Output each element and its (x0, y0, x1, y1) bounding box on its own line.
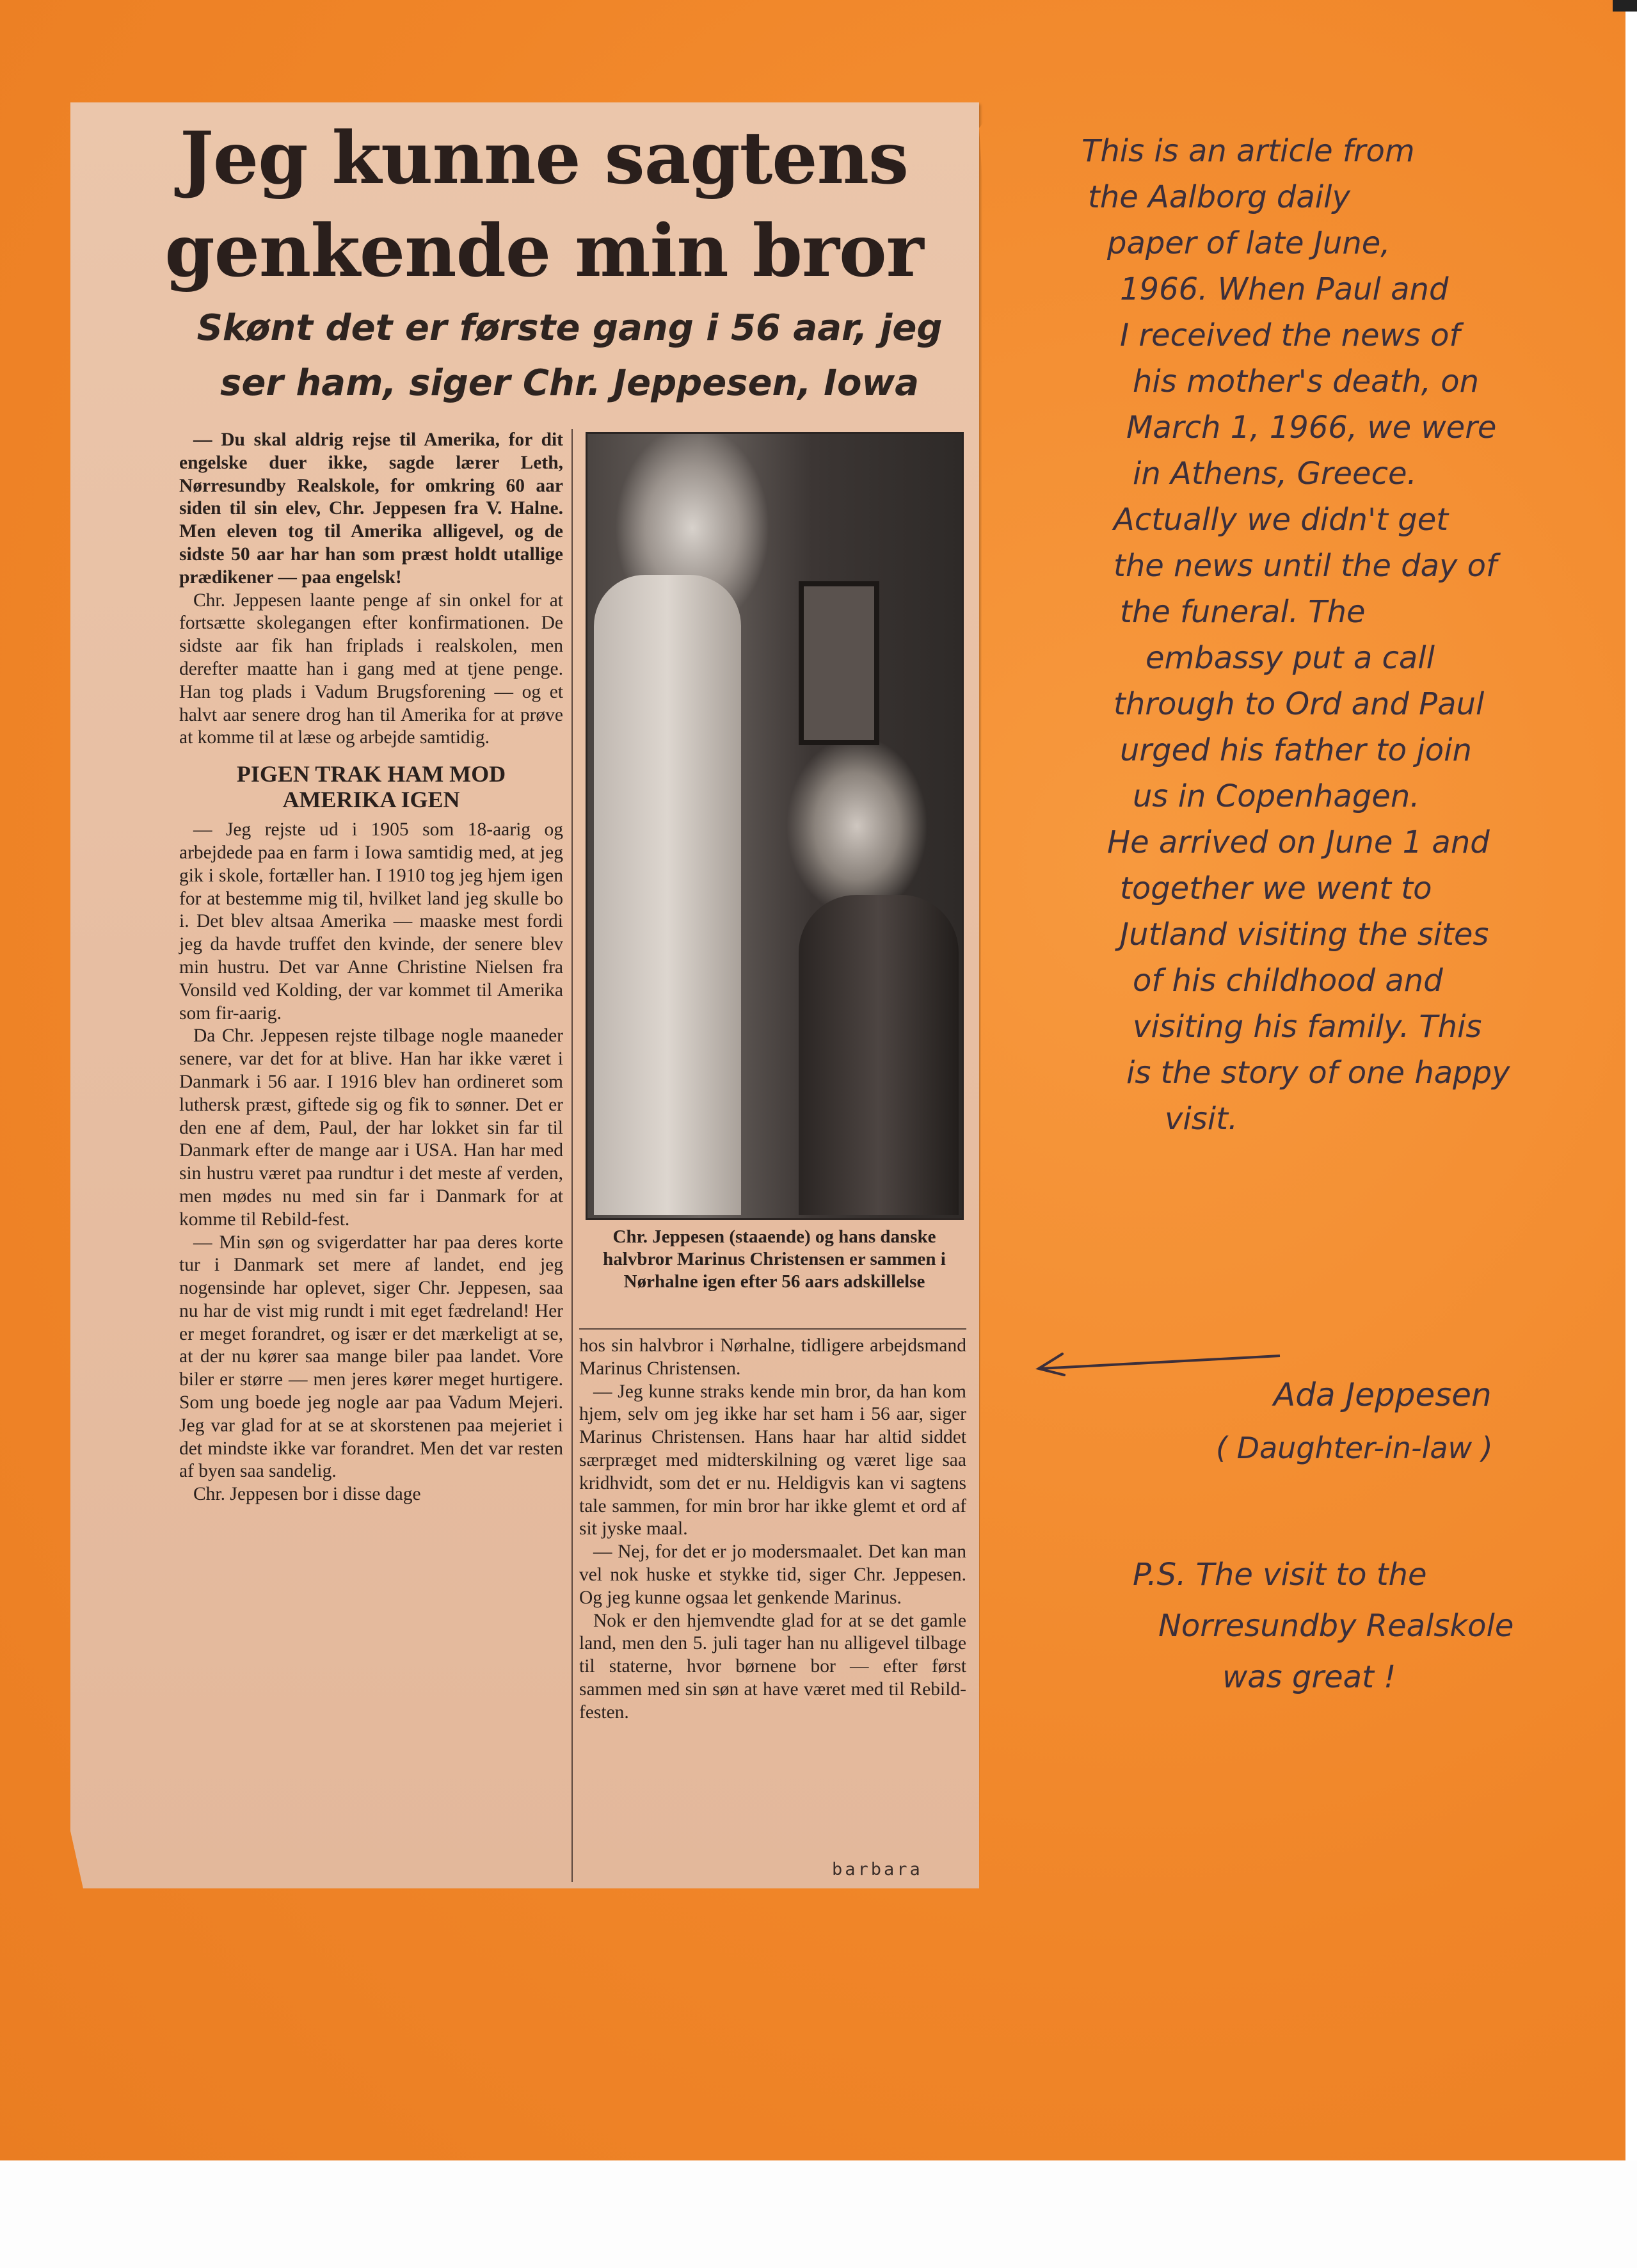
article-photo (586, 432, 964, 1220)
seated-man-figure (799, 895, 959, 1215)
standing-man-figure (594, 575, 741, 1215)
postscript-line: was great ! (1222, 1659, 1396, 1695)
article-paragraph: — Jeg kunne straks kende min bror, da han kom hjem, selv om jeg ikke har set ham i 56 aar, siger Marinus Christensen. Hans haar har altid siddet særpræget med midterskilning og været lige saa kridhvidt, som det er nu. Heldigvis kan vi sagtens tale sammen, for min bror har ikke glemt et ord af sit jyske maal. (579, 1381, 966, 1540)
note-line: March 1, 1966, we were (1126, 410, 1497, 446)
note-signature: Ada Jeppesen (1274, 1376, 1492, 1413)
note-line: urged his father to join (1120, 732, 1472, 768)
note-line: is the story of one happy (1126, 1055, 1510, 1091)
note-line: 1966. When Paul and (1120, 271, 1449, 307)
note-signature-role: ( Daughter-in-law ) (1216, 1431, 1493, 1465)
article-right-column (579, 1335, 966, 1725)
note-line: He arrived on June 1 and (1107, 824, 1490, 860)
note-line: together we went to (1120, 871, 1432, 906)
note-line: paper of late June, (1107, 225, 1391, 261)
note-line: Jutland visiting the sites (1120, 917, 1489, 953)
handwritten-note (1082, 128, 1593, 1142)
note-line: the Aalborg daily (1088, 179, 1350, 215)
note-line: visiting his family. This (1133, 1009, 1482, 1045)
photo-caption: Chr. Jeppesen (staaende) og hans danske halvbror Marinus Christensen er sammen i Nørhalne igen efter 56 aars adskillelse (603, 1226, 946, 1292)
caption-rule (579, 1328, 966, 1330)
article-byline: barbara (832, 1860, 923, 1879)
note-line: the funeral. The (1120, 594, 1366, 630)
note-line: visit. (1165, 1101, 1238, 1137)
article-paragraph: Chr. Jeppesen laante penge af sin onkel for at fortsætte skolegangen efter konfirmationen. De sidste aar fik han friplads i realskolen, men derefter maatte han i gang med at tjene penge. Han tog plads i Vadum Brugsforening — og et halvt aar senere drog han til Amerika for at prøve at komme til at læse og arbejde samtidig. (179, 590, 563, 748)
note-line: This is an article from (1082, 133, 1415, 169)
postscript-line: Norresundby Realskole (1158, 1608, 1514, 1644)
note-line: in Athens, Greece. (1133, 456, 1417, 492)
scan-corner-mark (1613, 0, 1637, 12)
note-line: the news until the day of (1114, 548, 1497, 584)
wall-picture-frame (799, 581, 879, 745)
article-paragraph: hos sin halvbror i Nørhalne, tidligere arbejdsmand Marinus Christensen. (579, 1335, 966, 1379)
section-heading: PIGEN TRAK HAM MOD AMERIKA IGEN (236, 761, 506, 813)
lead-paragraph: — Du skal aldrig rejse til Amerika, for dit engelske duer ikke, sagde lærer Leth, Nørresundby Realskole, for omkring 60 aar siden til sin elev, Chr. Jeppesen fra V. Halne. Men eleven tog til Amerika alligevel, og de sidste 50 aar har han som præst holdt utallige prædikener — paa engelsk! (179, 430, 563, 588)
note-line: Actually we didn't get (1114, 502, 1449, 538)
note-line: embassy put a call (1146, 640, 1435, 676)
postscript-note (1133, 1549, 1581, 1703)
article-left-column (179, 429, 563, 1506)
article-paragraph: — Min søn og svigerdatter har paa deres korte tur i Danmark set mere af landet, end jeg nogensinde har oplevet, siger Chr. Jeppesen, saa nu har de vist mig rundt i mit eget fædreland! Her er meget forandret, og især er det mærkeligt at se, at der nu kører saa mange biler paa landet. Vore biler er større — men jeres kører meget hurtigere. Som ung boede jeg nogle aar paa Vadum Mejeri. Jeg var glad for at se at skorstenen paa mejeriet i det mindste ikke var forandret. Men det var resten af byen saa sandelig. (179, 1232, 563, 1482)
article-paragraph: Nok er den hjemvendte glad for at se det gamle land, men den 5. juli tager han nu alligevel tilbage til staterne, hvor børnene bor — efter først sammen med sin søn at have været med til Rebild-festen. (579, 1610, 966, 1723)
note-line: his mother's death, on (1133, 364, 1480, 399)
article-subhead: Skønt det er første gang i 56 aar, jeg ser ham, siger Chr. Jeppesen, Iowa (196, 307, 943, 404)
postscript-line: P.S. The visit to the (1133, 1557, 1427, 1593)
column-rule (571, 429, 573, 1882)
note-line: of his childhood and (1133, 963, 1443, 999)
left-arrow-icon (1034, 1351, 1283, 1376)
article-headline: Jeg kunne sagtens genkende min bror (164, 117, 923, 293)
note-line: us in Copenhagen. (1133, 778, 1420, 814)
article-paragraph: — Jeg rejste ud i 1905 som 18-aarig og arbejdede paa en farm i Iowa samtidig med, at jeg gik i skole, fortæller han. I 1910 tog jeg hjem igen for at bestemme mig til, hvilket land jeg skulle bo i. Det blev altsaa Amerika — maaske mest fordi jeg da havde truffet den kvinde, der senere blev min hustru. Det var Anne Christine Nielsen fra Vonsild ved Kolding, der var kommet til Amerika som fir-aarig. (179, 819, 563, 1024)
note-line: I received the news of (1120, 318, 1460, 353)
note-line: through to Ord and Paul (1114, 686, 1485, 722)
article-paragraph: Da Chr. Jeppesen rejste tilbage nogle maaneder senere, var det for at blive. Han har ikke været i Danmark i 56 aar. I 1916 blev han ordineret som luthersk præst, giftede sig og fik to sønner. Det er den ene af dem, Paul, der har lokket sin far til Danmark efter de mange aar i USA. Han har med sin hustru været paa rundtur i det meste af verden, men mødes nu med sin far i Danmark for at komme til Rebild-fest. (179, 1025, 563, 1230)
article-paragraph: — Nej, for det er jo modersmaalet. Det kan man vel nok huske et stykke tid, siger Chr. Jeppesen. Og jeg kunne ogsaa let genkende Marinus. (579, 1541, 966, 1608)
scan-margin (0, 2160, 1637, 2268)
article-paragraph: Chr. Jeppesen bor i disse dage (193, 1484, 421, 1505)
